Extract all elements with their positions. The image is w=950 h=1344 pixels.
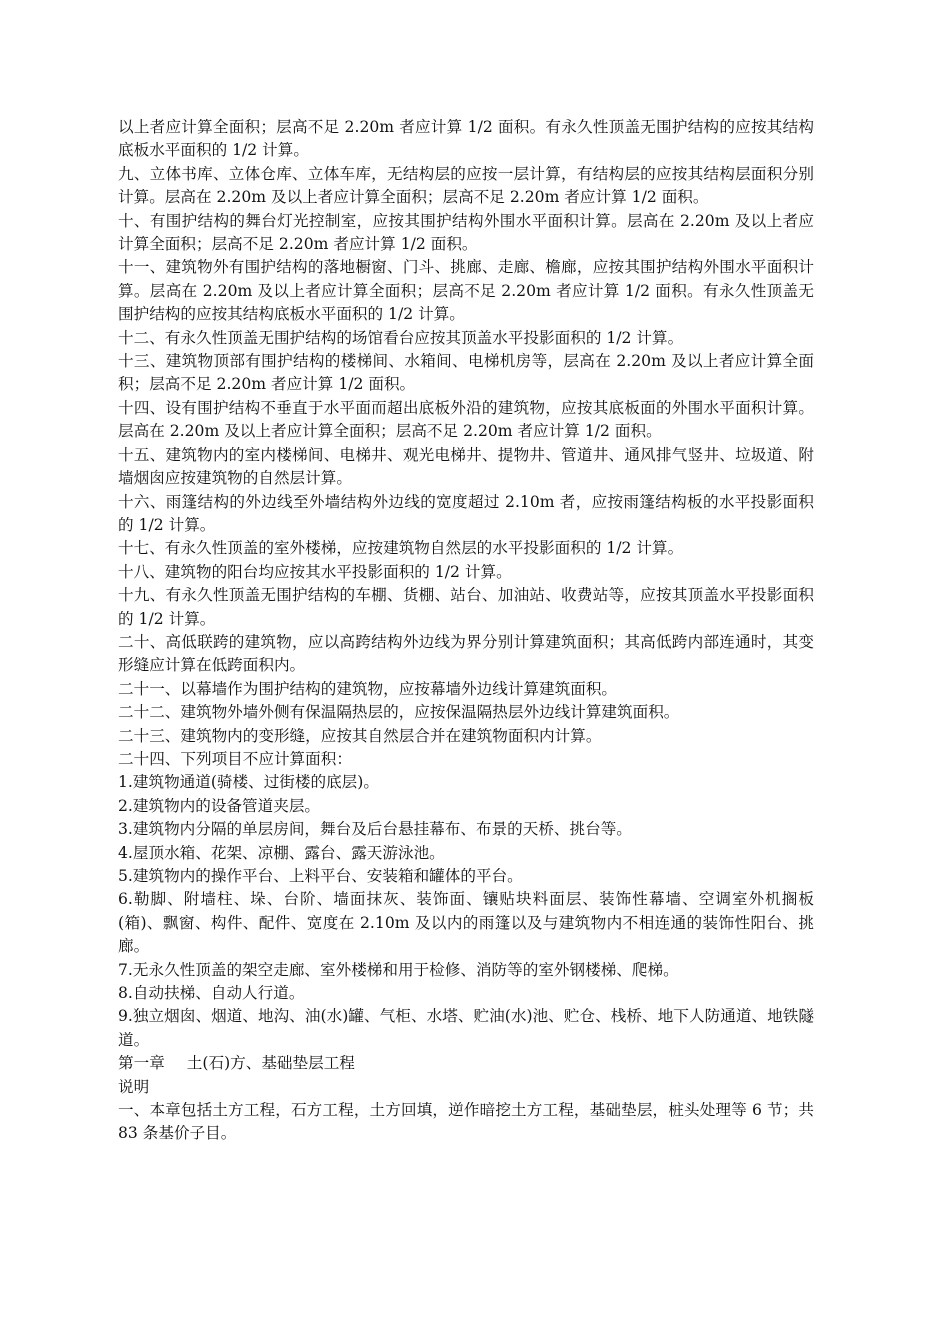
chapter-heading [118,1052,814,1075]
paragraph: 十五、建筑物内的室内楼梯间、电梯井、观光电梯井、提物井、管道井、通风排气竖井、垃圾道、附墙烟囱应按建筑物的自然层计算。 [118,445,814,488]
paragraph: 6.勒脚、附墙柱、垛、台阶、墙面抹灰、装饰面、镶贴块料面层、装饰性幕墙、空调室外机搁板(箱)、飘窗、构件、配件、宽度在 2.10m 及以内的雨篷以及与建筑物内不相连通的装饰性阳台、挑廊。 [118,890,814,956]
paragraph: 以上者应计算全面积；层高不足 2.20m 者应计算 1/2 面积。有永久性顶盖无围护结构的应按其结构底板水平面积的 1/2 计算。 [118,118,814,160]
paragraph: 十、有围护结构的舞台灯光控制室，应按其围护结构外围水平面积计算。层高在 2.20m 及以上者应计算全面积；层高不足 2.20m 者应计算 1/2 面积。 [118,211,814,254]
paragraph: 二十一、以幕墙作为围护结构的建筑物，应按幕墙外边线计算建筑面积。 [118,679,618,698]
paragraph: 3.建筑物内分隔的单层房间，舞台及后台悬挂幕布、布景的天桥、挑台等。 [118,820,632,839]
paragraph: 十四、设有围护结构不垂直于水平面而超出底板外沿的建筑物，应按其底板面的外围水平面积计算。层高在 2.20m 及以上者应计算全面积；层高不足 2.20m 者应计算 1/2 面积。 [118,398,814,441]
chapter-title: 土(石)方、基础垫层工程 [186,1054,355,1073]
section-label: 说明 [118,1077,150,1096]
paragraph: 4.屋顶水箱、花架、凉棚、露台、露天游泳池。 [118,843,445,862]
paragraph: 十九、有永久性顶盖无围护结构的车棚、货棚、站台、加油站、收费站等，应按其顶盖水平投影面积的 1/2 计算。 [118,586,814,628]
paragraph: 8.自动扶梯、自动人行道。 [118,984,305,1003]
paragraph: 5.建筑物内的操作平台、上料平台、安装箱和罐体的平台。 [118,867,523,885]
paragraph: 十八、建筑物的阳台均应按其水平投影面积的 1/2 计算。 [118,562,512,581]
paragraph: 十七、有永久性顶盖的室外楼梯，应按建筑物自然层的水平投影面积的 1/2 计算。 [118,539,684,558]
paragraph: 二十三、建筑物内的变形缝，应按其自然层合并在建筑物面积内计算。 [118,726,602,745]
closing-paragraph: 一、本章包括土方工程，石方工程，土方回填，逆作暗挖土方工程，基础垫层，桩头处理等 6 节；共 83 条基价子目。 [118,1101,814,1143]
paragraph: 十一、建筑物外有围护结构的落地橱窗、门斗、挑廊、走廊、檐廊，应按其围护结构外围水平面积计算。层高在 2.20m 及以上者应计算全面积；层高不足 2.20m 者应计算 1/2 面积。有永久性顶盖无围护结构的应按其结构底板水平面积的 1/2 计算。 [118,258,814,324]
paragraph: 二十四、下列项目不应计算面积： [118,749,352,768]
paragraph: 二十二、建筑物外墙外侧有保温隔热层的，应按保温隔热层外边线计算建筑面积。 [118,703,680,722]
paragraph: 九、立体书库、立体仓库、立体车库，无结构层的应按一层计算，有结构层的应按其结构层面积分别计算。层高在 2.20m 及以上者应计算全面积；层高不足 2.20m 者应计算 1/2 面积。 [118,164,814,207]
paragraph-list [118,116,814,1052]
paragraph: 7.无永久性顶盖的架空走廊、室外楼梯和用于检修、消防等的室外钢楼梯、爬梯。 [118,960,679,979]
chapter-number: 第一章 [118,1054,165,1073]
paragraph: 十三、建筑物顶部有围护结构的楼梯间、水箱间、电梯机房等，层高在 2.20m 及以上者应计算全面积；层高不足 2.20m 者应计算 1/2 面积。 [118,352,814,394]
paragraph: 9.独立烟囱、烟道、地沟、油(水)罐、气柜、水塔、贮油(水)池、贮仓、栈桥、地下人防通道、地铁隧道。 [118,1007,814,1049]
paragraph: 十二、有永久性顶盖无围护结构的场馆看台应按其顶盖水平投影面积的 1/2 计算。 [118,328,684,347]
paragraph: 二十、高低联跨的建筑物，应以高跨结构外边线为界分别计算建筑面积；其高低跨内部连通时，其变形缝应计算在低跨面积内。 [118,632,814,675]
paragraph: 2.建筑物内的设备管道夹层。 [118,796,321,815]
paragraph: 十六、雨篷结构的外边线至外墙结构外边线的宽度超过 2.10m 者，应按雨篷结构板的水平投影面积的 1/2 计算。 [118,492,814,534]
paragraph: 1.建筑物通道(骑楼、过街楼的底层)。 [118,773,379,792]
document-page [118,116,814,1146]
